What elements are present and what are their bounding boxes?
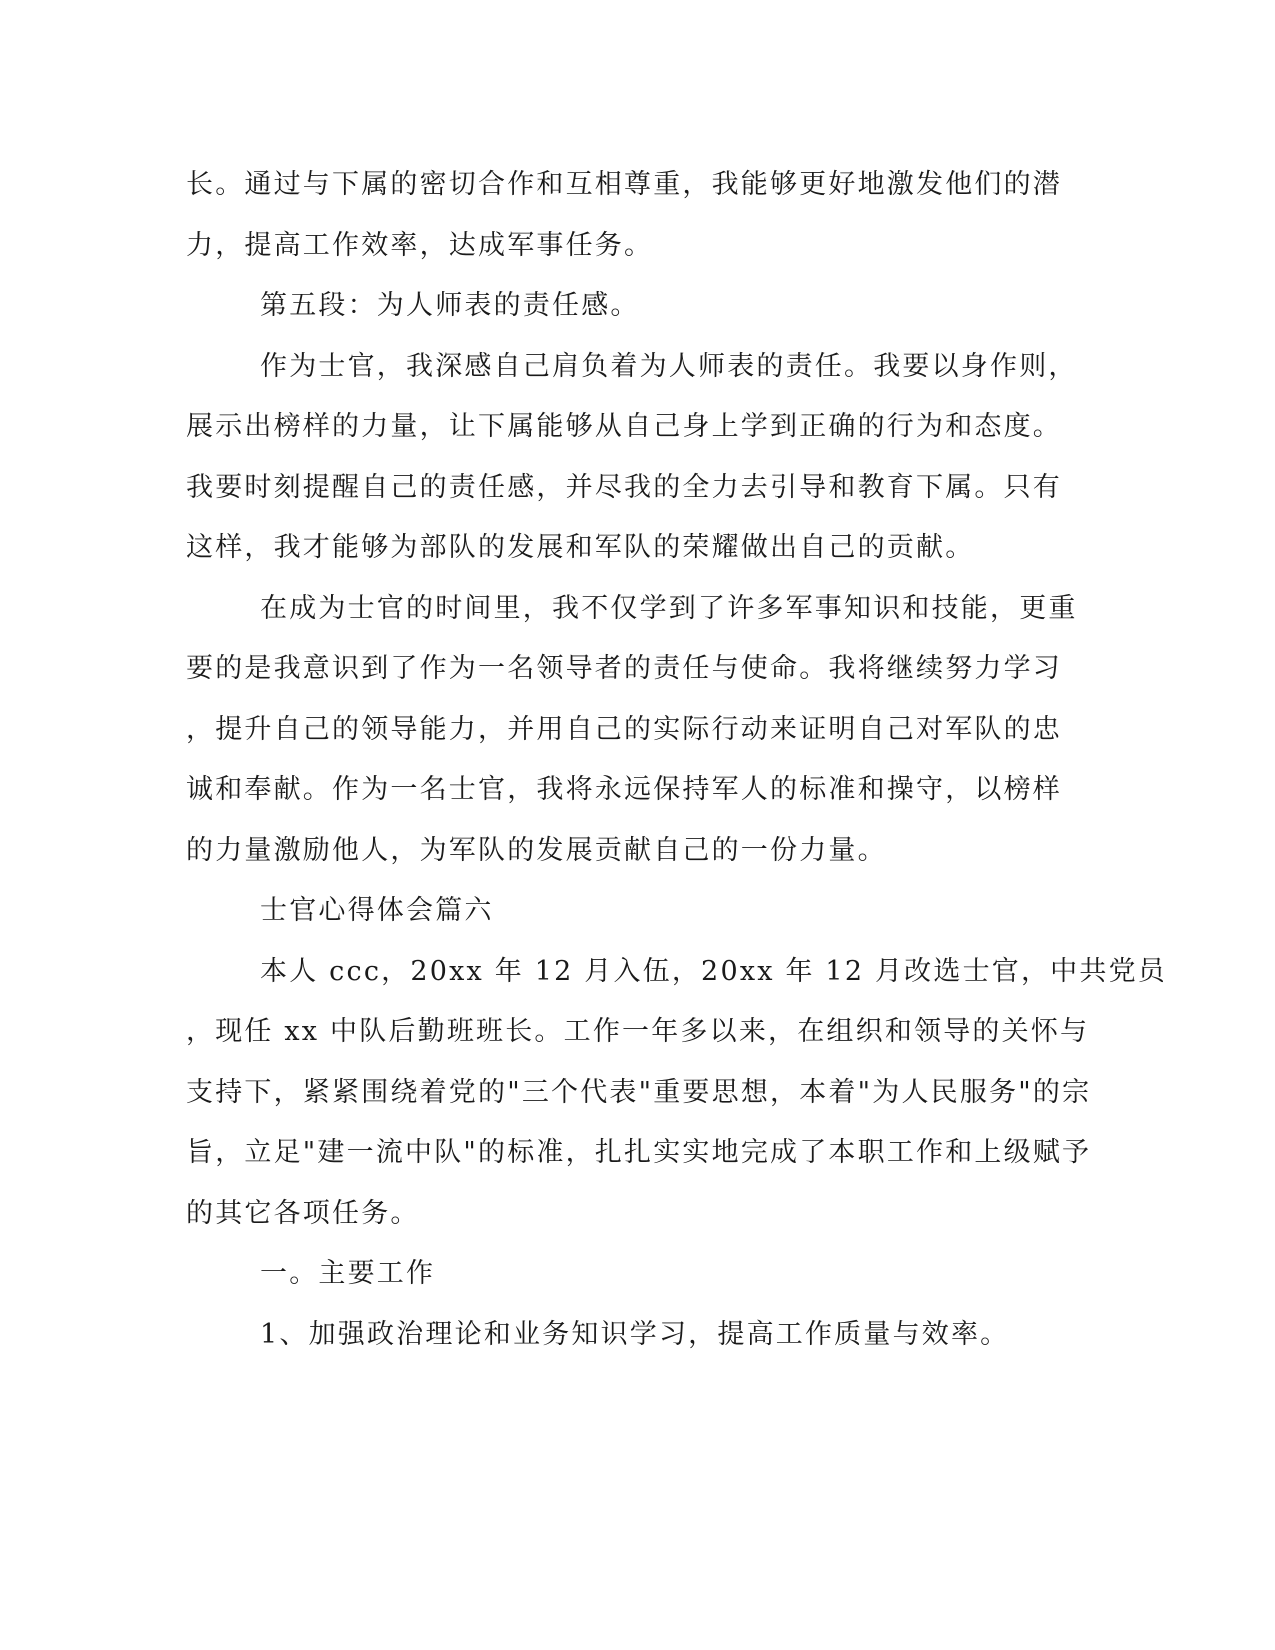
text-line: 力，提高工作效率，达成军事任务。	[186, 229, 654, 261]
text-line: 在成为士官的时间里，我不仅学到了许多军事知识和技能，更重	[260, 592, 1078, 624]
list-item: 1、加强政治理论和业务知识学习，提高工作质量与效率。	[260, 1318, 1010, 1350]
article-title: 士官心得体会篇六	[260, 895, 494, 926]
section-heading: 第五段：为人师表的责任感。	[260, 290, 640, 321]
text-line: 的力量激励他人，为军队的发展贡献自己的一份力量。	[186, 834, 887, 866]
text-line: ，现任 xx 中队后勤班班长。工作一年多以来，在组织和领导的关怀与	[186, 1016, 1090, 1047]
text-line: 的其它各项任务。	[186, 1197, 420, 1229]
text-line: 诚和奉献。作为一名士官，我将永远保持军人的标准和操守，以榜样	[186, 774, 1062, 805]
text-line: 展示出榜样的力量，让下属能够从自己身上学到正确的行为和态度。	[186, 411, 1062, 442]
text-line: 这样，我才能够为部队的发展和军队的荣耀做出自己的贡献。	[186, 532, 975, 563]
text-line: 作为士官，我深感自己肩负着为人师表的责任。我要以身作则，	[260, 350, 1078, 382]
text-line: 本人 ccc，20xx 年 12 月入伍，20xx 年 12 月改选士官，中共党员	[260, 955, 1167, 987]
text-line: 长。通过与下属的密切合作和互相尊重，我能够更好地激发他们的潜	[186, 169, 1062, 200]
text-line: 我要时刻提醒自己的责任感，并尽我的全力去引导和教育下属。只有	[186, 471, 1062, 503]
text-line: 旨，立足"建一流中队"的标准，扎扎实实地完成了本职工作和上级赋予	[186, 1137, 1092, 1168]
text-line: 支持下，紧紧围绕着党的"三个代表"重要思想，本着"为人民服务"的宗	[186, 1076, 1092, 1108]
text-line: 要的是我意识到了作为一名领导者的责任与使命。我将继续努力学习	[186, 653, 1062, 684]
section-heading: 一。主要工作	[260, 1258, 436, 1289]
document-body	[186, 155, 1167, 1365]
text-line: ，提升自己的领导能力，并用自己的实际行动来证明自己对军队的忠	[186, 713, 1062, 745]
